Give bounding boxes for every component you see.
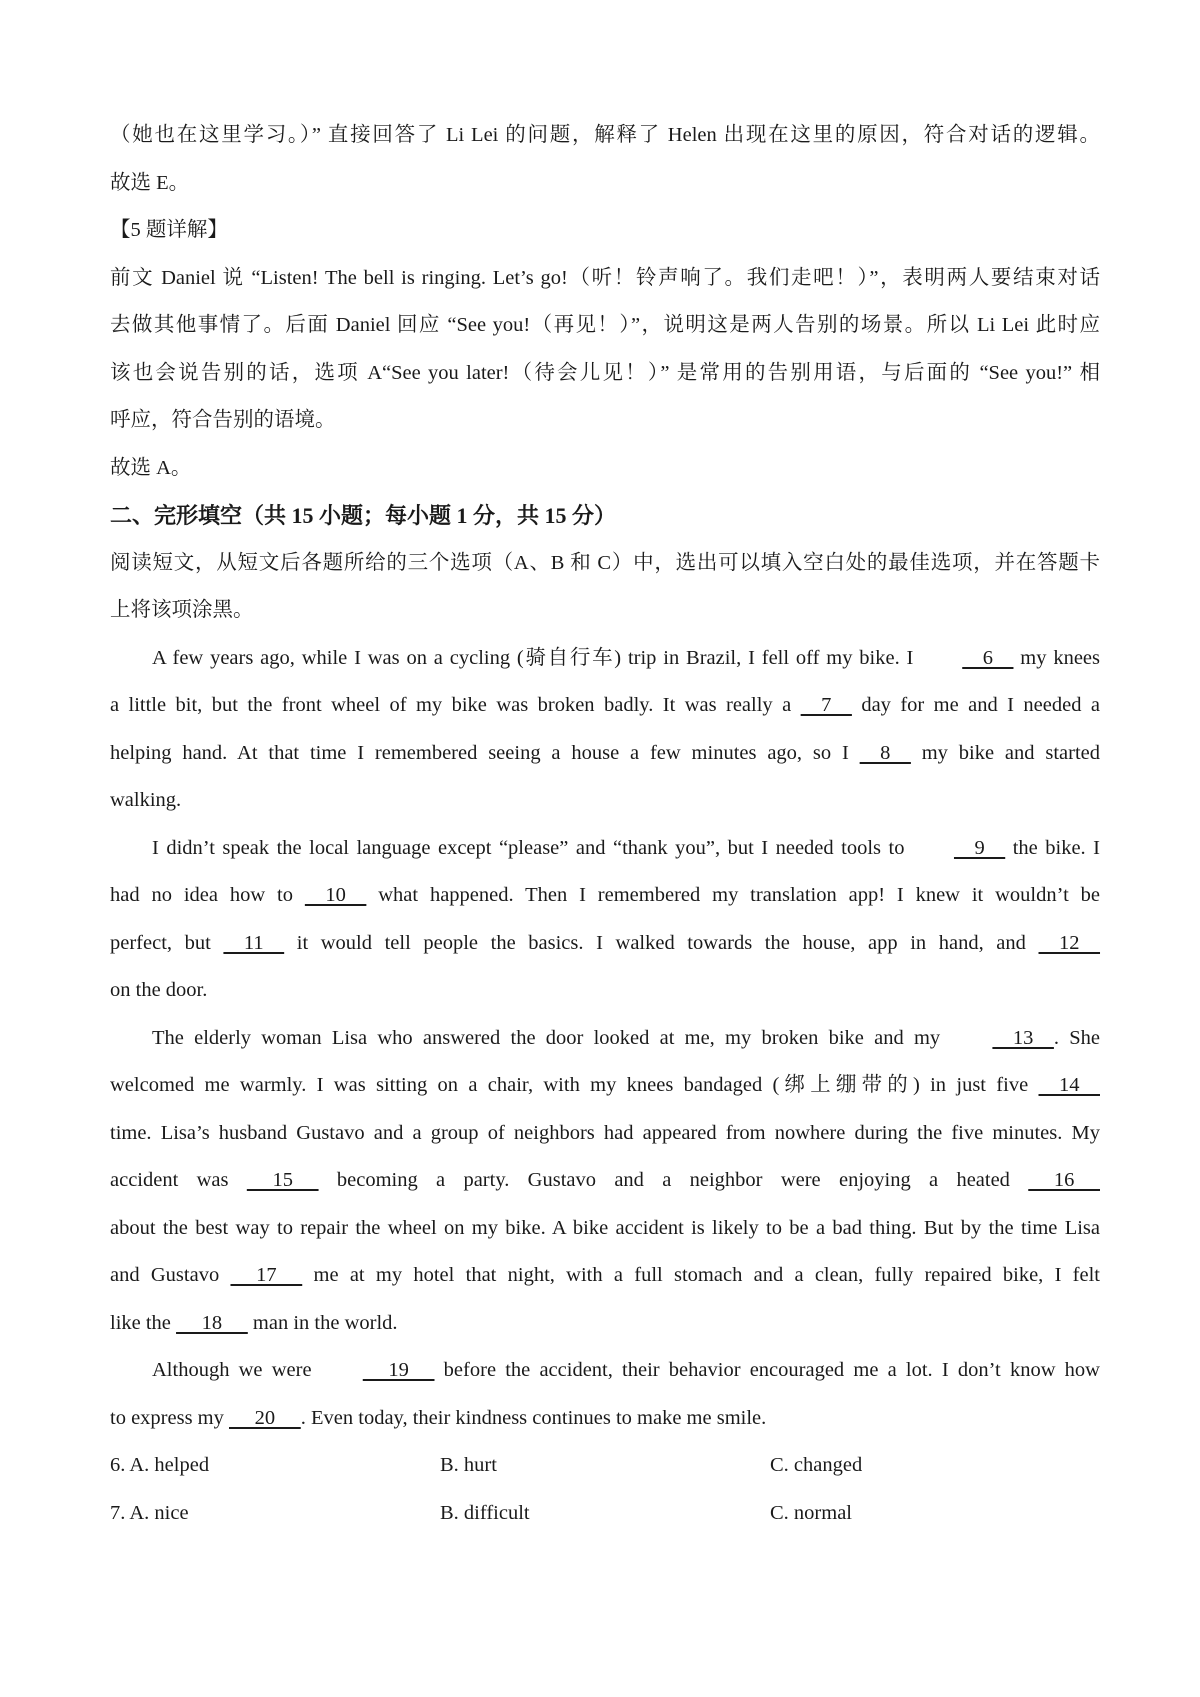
instruction-line: 阅读短文，从短文后各题所给的三个选项（A、B 和 C）中，选出可以填入空白处的最佳选项，并在答题卡 — [110, 551, 1100, 574]
passage-text: The elderly woman Lisa who answered the door looked at me, my broken bike and my — [152, 1026, 951, 1049]
passage-line: walking. — [110, 789, 182, 811]
passage-text: . Even today, their kindness continues to make me smile. — [300, 1406, 767, 1429]
passage-text: what happened. Then I remembered my translation app! I knew it wouldn’t be — [366, 884, 1100, 906]
passage-line: on the door. — [110, 979, 208, 1001]
passage-line — [110, 920, 1100, 968]
answer-line: 故选 E。 — [110, 171, 190, 194]
passage-text: it would tell people the basics. I walked towards the house, app in hand, and — [284, 931, 1039, 954]
passage-text: like the — [110, 1311, 177, 1334]
passage-line — [110, 730, 1100, 778]
passage-text: day for me and I needed a — [851, 694, 1101, 716]
passage-text: becoming a party. Gustavo and a neighbor were enjoying a heated — [318, 1169, 1029, 1191]
option-c: C. changed — [770, 1454, 863, 1476]
passage-line — [110, 682, 1100, 730]
option-c: C. normal — [770, 1501, 852, 1524]
blank-6: 6 — [962, 646, 1014, 669]
passage-line — [110, 1015, 1100, 1063]
blank-11: 11 — [223, 931, 285, 954]
blank-13: 13 — [992, 1026, 1054, 1049]
blank-7: 7 — [800, 694, 852, 716]
passage-line — [110, 1062, 1100, 1110]
passage-text: had no idea how to — [110, 884, 305, 906]
blank-20: 20 — [229, 1406, 301, 1429]
option-b: B. difficult — [440, 1501, 530, 1524]
blank-15: 15 — [246, 1169, 319, 1191]
explanation-line: 呼应，符合告别的语境。 — [110, 409, 336, 431]
blank-18: 18 — [176, 1311, 248, 1334]
passage-line — [110, 1347, 1100, 1395]
passage-text: a little bit, but the front wheel of my bike was broken badly. It was really a — [110, 694, 801, 716]
option-b: B. hurt — [440, 1454, 497, 1476]
passage-text: to express my — [110, 1406, 229, 1429]
option-a: 6. A. helped — [110, 1454, 210, 1476]
blank-17: 17 — [230, 1264, 303, 1286]
passage-line — [110, 825, 1100, 873]
blank-10: 10 — [304, 884, 367, 906]
blank-19: 19 — [362, 1359, 435, 1381]
option-a: 7. A. nice — [110, 1501, 189, 1524]
passage-text: my knees — [1013, 646, 1101, 669]
question-5-heading: 【5 题详解】 — [110, 219, 228, 241]
passage-text: helping hand. At that time I remembered seeing a house a few minutes ago, so I — [110, 741, 860, 764]
explanation-line: 去做其他事情了。后面 Daniel 回应 “See you!（再见！）”，说明这是两人告别的场景。所以 Li Lei 此时应 — [110, 314, 1100, 336]
passage-line — [110, 1300, 1100, 1348]
section-title: 二、完形填空（共 15 小题；每小题 1 分，共 15 分） — [110, 503, 617, 528]
passage-line — [110, 872, 1100, 920]
explanation-line: 该也会说告别的话，选项 A“See you later!（待会儿见！）” 是常用的告别用语，与后面的 “See you!” 相 — [110, 361, 1100, 384]
passage-text: before the accident, their behavior encouraged me a lot. I don’t know how — [434, 1359, 1100, 1381]
passage-text: perfect, but — [110, 931, 224, 954]
passage-line: about the best way to repair the wheel on my bike. A bike accident is likely to be a bad thing. But by the time Lisa — [110, 1216, 1100, 1239]
passage-line — [110, 635, 1100, 683]
blank-14: 14 — [1038, 1074, 1100, 1096]
passage-line — [110, 1395, 1100, 1443]
passage-line: time. Lisa’s husband Gustavo and a group of neighbors had appeared from nowhere during the five minutes. My — [110, 1121, 1100, 1144]
passage-line — [110, 1252, 1100, 1300]
options-row-7 — [110, 1490, 1100, 1538]
explanation-line: （她也在这里学习。）” 直接回答了 Li Lei 的问题，解释了 Helen 出现在这里的原因，符合对话的逻辑。 — [110, 124, 1100, 146]
blank-8: 8 — [859, 741, 911, 764]
passage-text: accident was — [110, 1169, 247, 1191]
passage-text: the bike. I — [1005, 836, 1101, 859]
explanation-line: 前文 Daniel 说 “Listen! The bell is ringing. Let’s go!（听！铃声响了。我们走吧！）”，表明两人要结束对话 — [110, 266, 1100, 289]
options-row-6 — [110, 1442, 1100, 1490]
passage-text: me at my hotel that night, with a full stomach and a clean, fully repaired bike, I felt — [302, 1264, 1100, 1286]
document-page — [110, 112, 1100, 1537]
instruction-line: 上将该项涂黑。 — [110, 599, 254, 621]
passage-text: welcomed me warmly. I was sitting on a chair, with my knees bandaged (绑上绷带的) in just five — [110, 1074, 1039, 1096]
blank-12: 12 — [1038, 931, 1101, 954]
passage-text: A few years ago, while I was on a cycling (骑自行车) trip in Brazil, I fell off my bike. I — [152, 646, 921, 669]
passage-text: man in the world. — [247, 1311, 398, 1334]
passage-text: and Gustavo — [110, 1264, 231, 1286]
blank-16: 16 — [1028, 1169, 1100, 1191]
answer-line: 故选 A。 — [110, 456, 192, 479]
passage-text: Although we were — [152, 1359, 321, 1381]
blank-9: 9 — [953, 836, 1006, 859]
passage-text: I didn’t speak the local language except “please” and “thank you”, but I needed tools to — [152, 836, 912, 859]
passage-text: my bike and started — [910, 741, 1101, 764]
passage-text: . She — [1053, 1026, 1101, 1049]
passage-line — [110, 1157, 1100, 1205]
